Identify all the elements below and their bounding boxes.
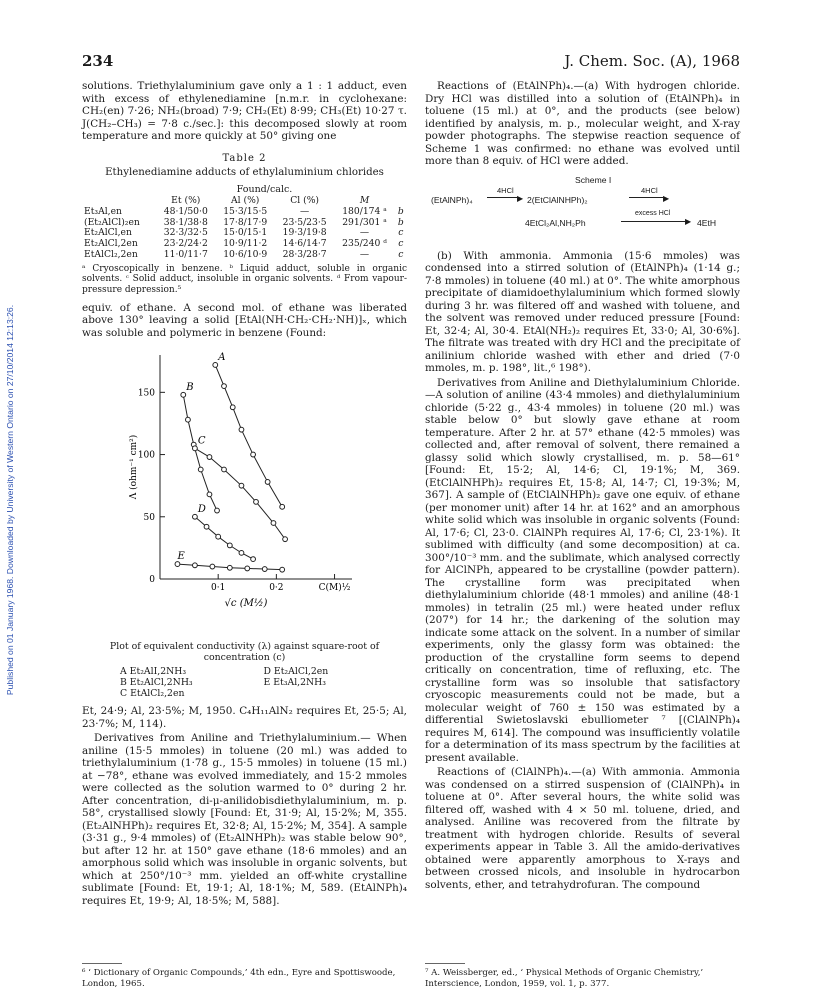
table-cell: 10·6/10·9 [223,248,268,260]
table-cell: — [359,227,370,239]
data-point-C [271,521,276,526]
reference-7: ⁷ A. Weissberger, ed., ‘ Physical Methods of Organic Chemistry,’ Interscience, London, 1959, vol. 1, p. 377. [425,968,704,989]
data-point-D [227,543,232,548]
data-point-B [186,417,191,422]
arrow-head-icon: ▶ [663,193,670,203]
side-watermark [3,150,17,850]
legend-item: D Et₂AlCl,2en [263,666,329,678]
data-point-C [193,446,198,451]
table-label: Table 2 [222,152,267,164]
left-column [82,80,407,909]
scheme-arrow-label: 4HCl [497,185,514,195]
figure-legend [82,666,407,699]
table-cell: 19·3/19·8 [282,227,327,239]
table-cell: 32·3/32·5 [163,227,208,239]
table-cell: 17·8/17·9 [223,216,268,228]
table-cell: b [397,205,404,217]
table-cell: 28·3/28·7 [282,248,327,260]
table-cell: Et₃Al,en [84,205,122,217]
table-cell: c [398,238,404,250]
data-point-D [193,514,198,519]
download-notice: Published on 01 January 1968. Downloaded by University of Western Ontario on 27/10/2014 12:13:26. [5,304,15,696]
data-point-B [181,392,186,397]
table-cell: — [359,248,370,260]
data-point-C [239,483,244,488]
data-point-A [239,427,244,432]
paragraph: Reactions of (ClAlNPh)₄.—(a) With ammonia. Ammonia was condensed on a stirred suspension of (ClAlNPh)₄ in toluene at 0°. After several hours, the white solid was filtered off, washed with 4 × 50 ml. toluene, dried, and analysed. Aniline was recovered from the filtrate by treatment with hydrogen chloride. Results of several experiments appear in Table 3. All the amido-derivatives obtained were apparently amorphous to X-rays and between crossed nicols, and insoluble in hydrocarbon solvents, ether, and tetrahydrofuran. The compound [425,766,740,891]
arrow-icon [487,197,517,198]
x-tick-label: 0·2 [269,583,284,594]
table-cell: — [300,205,310,217]
series-label: D [197,503,206,515]
scheme-arrow-label: 4HCl [641,185,658,195]
legend-item: A Et₂AlI,2NH₃ [120,666,187,678]
paragraph: (b) With ammonia. Ammonia (15·6 mmoles) was condensed into a stirred solution of (EtAlNPh)₄ (1·14 g.; 7·8 mmoles) in toluene (40 ml.) at 0°. The white amorphous precipitate of diamidoethylaluminium which formed slowly during 3 hr. was filtered off and washed with toluene, and the solvent was removed under reduced pressure [Found: Et, 32·4; Al, 30·4. EtAl(NH₂)₂ requires Et, 33·0; Al, 30·6%]. The filtrate was treated with dry HCl and the precipitate of anilinium chloride washed with ether and dried (7·0 mmoles, m. p. 198°, lit.,⁶ 198°). [425,249,741,374]
series-label: B [186,381,194,393]
table-cell: 11·0/11·7 [163,248,208,260]
data-point-B [207,492,212,497]
y-tick-label: 50 [143,512,155,523]
table-row [82,250,407,261]
table-header-cell: Cl (%) [290,195,320,206]
data-point-A [213,363,218,368]
data-point-C [283,537,288,542]
data-point-E [227,565,232,570]
data-point-D [216,534,221,539]
table-cell: 14·6/14·7 [282,238,327,250]
data-point-A [265,480,270,485]
data-point-A [280,504,285,509]
footnote-rule [82,963,122,964]
table-body [82,207,407,261]
table-cell: c [398,248,404,260]
y-tick-label: 100 [137,450,155,461]
y-tick-label: 150 [137,388,155,399]
table-title: Ethylenediamine adducts of ethylaluminium chlorides [105,167,384,178]
data-point-C [222,467,227,472]
scheme-product: 4EtCl₂Al,NH₂Ph [525,217,586,228]
table-cell: 48·1/50·0 [163,205,208,217]
table-footnote: ᵃ Cryoscopically in benzene. ᵇ Liquid adduct, soluble in organic solvents. ᶜ Solid adduct, insoluble in organic solvents. ᵈ From vapour-pressure depression.⁵ [82,263,407,295]
table-2 [82,196,407,261]
data-point-D [239,551,244,556]
table-row [82,207,407,218]
series-label: A [218,352,226,364]
page-number: 234 [82,52,114,70]
paragraph: Derivatives from Aniline and Diethylaluminium Chloride. —A solution of aniline (43·4 mmoles) and diethylaluminium chloride (5·22 g., 43·4 mmoles) in toluene (20 ml.) was stable below 0° but slowly gave ethane at room temperature. After 2 hr. at 57° ethane (42·5 mmoles) was collected and, after removal of solvent, there remained a glassy solid which slowly crystallised, m. p. 58—61° [Found: Et, 15·2; Al, 14·6; Cl, 19·1%; M, 369. (EtClAlNHPh)₂ requires Et, 15·8; Al, 14·7; Cl, 19·3%; M, 367]. A sample of (EtClAlNHPh)₂ gave one equiv. of ethane (per monomer unit) after 14 hr. at 162° and an amorphous white solid which was insoluble in organic solvents (Found: Al, 17·6; Cl, 23·0. ClAlNPh requires Al, 17·6; Cl, 23·1%). It sublimed with difficulty (and some decomposition) at ca. 300°/10⁻³ mm. and the sublimate, which analysed correctly for AlClNPh, appeared to be crystalline (powder pattern). The crystalline form was precipitated when diethylaluminium chloride (48·1 mmoles) and aniline (48·1 mmoles) in tetralin (25 ml.) were heated under reflux (207°) for 14 hr.; the darkening of the solution may indicate some attack on the solvent. In a number of similar experiments, only the glassy form was obtained: the production of the crystalline form seems to depend critically on concentration, time of refluxing, etc. The crystalline form was so insoluble that satisfactory cryoscopic measurements could not be made, but a molecular weight of 760 ± 150 was estimated by a differential Swietoslavski ebulliometer ⁷ [(ClAlNPh)₄ requires M, 614]. The compound was insufficiently volatile for a determination of its mass spectrum by the facilities at present available. [425,376,740,764]
scheme-1 [425,172,740,244]
x-axis-label: √c (M½) [224,598,268,610]
legend-item: E Et₃Al,2NH₃ [263,677,327,689]
legend-item: C EtAlCl₂,2en [120,688,185,700]
right-column [425,80,740,893]
data-point-B [198,467,203,472]
table-header-cell: M [359,195,370,206]
conductivity-figure [82,343,407,639]
arrow-icon [621,221,685,222]
data-point-E [280,567,285,572]
table-cell: 23·5/23·5 [282,216,327,228]
data-point-E [193,563,198,568]
x-tick-label: C(M)½ [318,583,351,594]
data-point-B [215,508,220,513]
paragraph: Reactions of (EtAlNPh)₄.—(a) With hydrogen chloride. Dry HCl was distilled into a solution of (EtAlNPh)₄ in toluene (15 ml.) at 0°, and the products (see below) identified by analysis, m. p., molecular weight, and X-ray powder photographs. The stepwise reaction sequence of Scheme 1 was confirmed: no ethane was evolved until more than 8 equiv. of HCl were added. [425,80,740,167]
table-cell: EtAlCl₂,2en [84,248,138,260]
reference-6: ⁶ ‘ Dictionary of Organic Compounds,’ 4th edn., Eyre and Spottiswoode, London, 1965. [82,968,396,989]
scheme-ethane: 4EtH [697,217,717,228]
paragraph: Et, 24·9; Al, 23·5%; M, 1950. C₄H₁₁AlN₂ requires Et, 25·5; Al, 23·7%; M, 114). [82,705,407,730]
legend-item [264,688,408,699]
table-cell: 15·3/15·5 [223,205,268,217]
scheme-arrow-label: excess HCl [635,209,671,217]
arrow-head-icon: ▶ [517,193,524,203]
figure-caption: Plot of equivalent conductivity (λ) against square-root of concentration (c) [109,641,380,664]
data-point-E [175,562,180,567]
paragraph: Derivatives from Aniline and Triethylaluminium.— When aniline (15·5 mmoles) in toluene (20 ml.) was added to triethylaluminium (1·78 g., 15·5 mmoles) in toluene (15 ml.) at −78°, ethane was evolved immediately, and 15·2 mmoles were collected as the solution warmed to 0° during 2 hr. After concentration, di-μ-anilidobisdiethylaluminium, m. p. 58°, crystallised slowly [Found: Et, 31·9; Al, 15·2%; M, 355. (Et₂AlNHPh)₂ requires Et, 32·8; Al, 15·2%; M, 354]. A sample (3·31 g., 9·4 mmoles) of (Et₂AlNHPh)₂ was stable below 90°, but after 12 hr. at 150° gave ethane (18·6 mmoles) and an amorphous solid which was insoluble in organic solvents, but which at 250°/10⁻³ mm. yielded an off-white crystalline sublimate [Found: Et, 19·1; Al, 18·1%; M, 589. (EtAlNPh)₄ requires Et, 19·9; Al, 18·5%; M, 588]. [82,732,407,907]
conductivity-chart [82,343,407,639]
data-point-E [262,567,267,572]
table-cell: 23·2/24·2 [163,238,208,250]
table-cell: 10·9/11·2 [223,238,268,250]
table-cell: (Et₂AlCl)₂en [84,216,140,228]
footnote-rule [425,963,465,964]
x-tick-label: 0·1 [211,583,226,594]
data-point-A [222,384,227,389]
paragraph: equiv. of ethane. A second mol. of ethane was liberated above 130° leaving a solid [EtAl(NH·CH₂·CH₂·NH)]ₓ, which was soluble and polymeric in benzene (Found: [82,301,407,339]
table-cell: 235/240 ᵈ [342,238,387,250]
scheme-intermediate: 2(EtClAlNHPh)₂ [527,194,588,205]
table-cell: 291/301 ᵃ [342,216,387,228]
data-point-E [210,564,215,569]
arrow-head-icon: ▶ [685,216,692,226]
table-cell: 38·1/38·8 [163,216,208,228]
table-cell: Et₂AlCl,en [84,227,132,239]
table-cell: c [398,227,404,239]
scheme-reactant: (EtAlNPh)₄ [431,194,473,205]
paragraph: solutions. Triethylaluminium gave only a 1 : 1 adduct, even with excess of ethylenediamine [n.m.r. in cyclohexane: CH₂(en) 7·26; NH₂(broad) 7·9; CH₂(Et) 8·99; CH₃(Et) 10·27 τ. J(CH₂–CH₃) = 7·8 c./sec.]: this decomposed slowly at room temperature and more quickly at 50° giving one [82,80,407,142]
series-label: C [197,435,206,447]
table-cell: Et₂AlCl,2en [84,238,138,250]
table-cell: 180/174 ᵃ [342,205,387,217]
data-point-D [251,557,256,562]
y-axis-label: Λ (ohm⁻¹ cm²) [129,434,139,500]
journal-title: J. Chem. Soc. (A), 1968 [564,52,740,70]
table-cell: b [397,216,404,228]
table-cell: 15·0/15·1 [223,227,268,239]
data-point-A [230,405,235,410]
table-header-cell: Al (%) [231,195,260,206]
data-point-D [204,524,209,529]
series-label: E [177,551,185,563]
table-found-calc: Found/calc. [236,183,293,195]
data-point-A [251,452,256,457]
scheme-title: Scheme I [575,174,612,185]
data-point-C [254,500,259,505]
legend-item: B Et₂AlCl,2NH₃ [120,677,193,689]
arrow-icon [629,197,663,198]
data-point-C [207,455,212,460]
y-tick-label: 0 [149,575,155,586]
table-header-cell: Et (%) [171,195,201,206]
data-point-E [245,566,250,571]
series-line-D [195,517,253,559]
